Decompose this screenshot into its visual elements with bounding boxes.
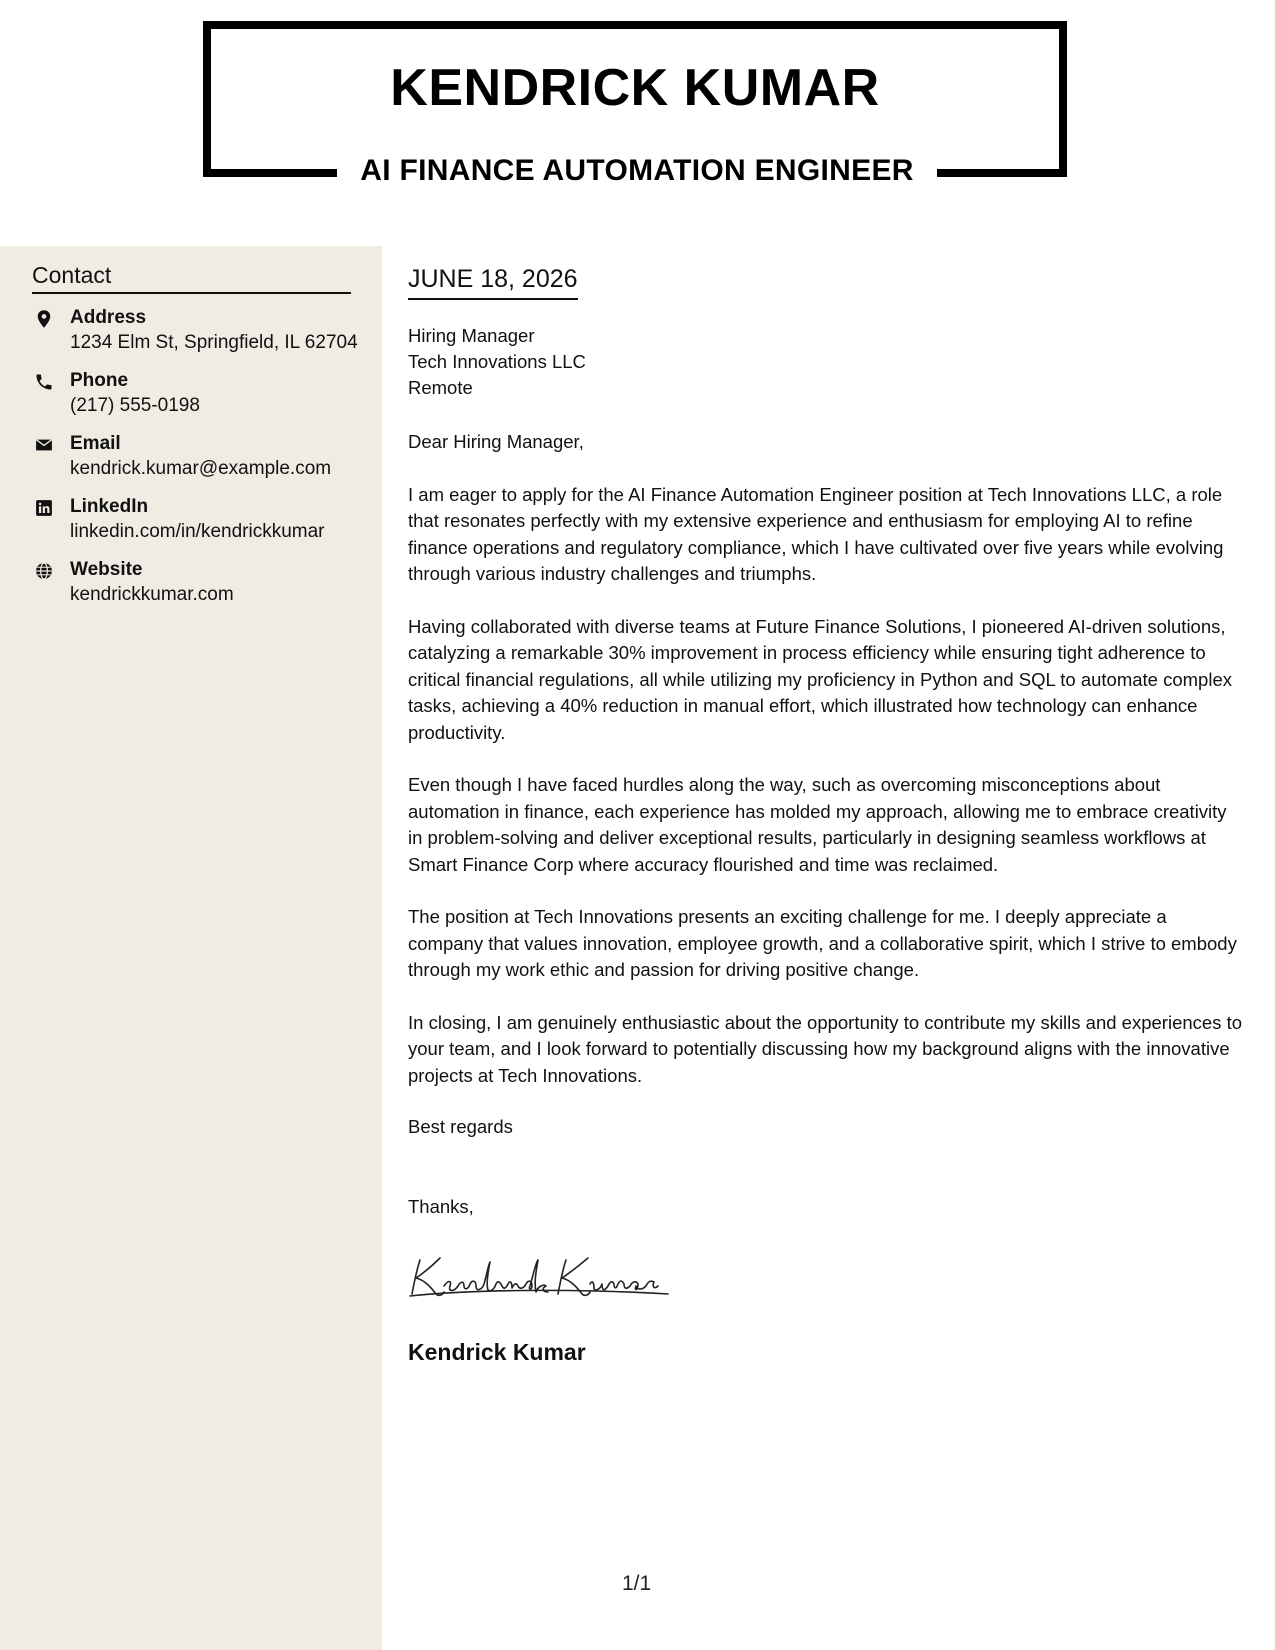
phone-value: (217) 555-0198 — [70, 395, 200, 416]
applicant-name: KENDRICK KUMAR — [390, 59, 880, 117]
signature-name: Kendrick Kumar — [408, 1339, 586, 1365]
website-value: kendrickkumar.com — [70, 584, 234, 605]
email-value: kendrick.kumar@example.com — [70, 458, 332, 479]
contact-label: Phone — [70, 370, 129, 391]
letter-date: JUNE 18, 2026 — [408, 265, 578, 300]
salutation: Dear Hiring Manager, — [408, 431, 584, 452]
letter-paragraph: Even though I have faced hurdles along the way, such as overcoming misconceptions about automation in finance, each experience has molded my approach, allowing me to embrace creativity in problem-solving and deliver exceptional results, particularly in designing seamless workflows at Smart Finance Corp where accuracy flourished and time was reclaimed. — [408, 774, 1227, 875]
phone-icon — [34, 372, 54, 392]
closing: Best regards — [408, 1116, 513, 1137]
linkedin-icon — [34, 498, 54, 518]
address-value: 1234 Elm St, Springfield, IL 62704 — [70, 332, 358, 353]
globe-icon — [34, 561, 54, 581]
contact-label: Website — [70, 559, 143, 580]
recipient-company: Tech Innovations LLC — [408, 351, 586, 372]
job-title: AI FINANCE AUTOMATION ENGINEER — [360, 154, 914, 187]
letter-paragraph: The position at Tech Innovations presents an exciting challenge for me. I deeply appreciate a company that values innovation, employee growth, and a collaborative spirit, which I strive to embody through my work ethic and passion for driving positive change. — [408, 906, 1237, 980]
envelope-icon — [34, 435, 54, 455]
thanks: Thanks, — [408, 1196, 474, 1217]
contact-label: Address — [70, 307, 147, 328]
letter-paragraph: Having collaborated with diverse teams at Future Finance Solutions, I pioneered AI-driven solutions, catalyzing a remarkable 30% improvement in process efficiency while ensuring tight adherence to critical financial regulations, all while utilizing my proficiency in Python and SQL to automate complex tasks, achieving a 40% reduction in manual effort, which illustrated how technology can enhance productivity. — [408, 615, 1232, 743]
linkedin-value: linkedin.com/in/kendrickkumar — [70, 521, 325, 542]
job-title-banner — [337, 148, 937, 198]
map-pin-icon — [34, 309, 54, 329]
page-number: 1/1 — [622, 1572, 652, 1595]
letter-paragraph: I am eager to apply for the AI Finance Automation Engineer position at Tech Innovations LLC, a role that resonates perfectly with my extensive experience and enthusiasm for employing AI to refine finance operations and regulatory compliance, which I have cultivated over five years while evolving through various industry challenges and triumphs. — [408, 483, 1224, 584]
handwritten-signature — [406, 1250, 676, 1300]
contact-sidebar — [0, 246, 382, 1650]
letter-body — [408, 429, 1243, 1115]
contact-heading: Contact — [32, 262, 351, 294]
contact-label: LinkedIn — [70, 496, 149, 517]
recipient-block — [408, 323, 586, 401]
contact-label: Email — [70, 433, 121, 454]
letter-paragraph: In closing, I am genuinely enthusiastic about the opportunity to contribute my skills and experiences to your team, and I look forward to potentially discussing how my background aligns with the innovative projects at Tech Innovations. — [408, 1011, 1242, 1086]
recipient-location: Remote — [408, 377, 473, 398]
recipient-name: Hiring Manager — [408, 325, 535, 346]
